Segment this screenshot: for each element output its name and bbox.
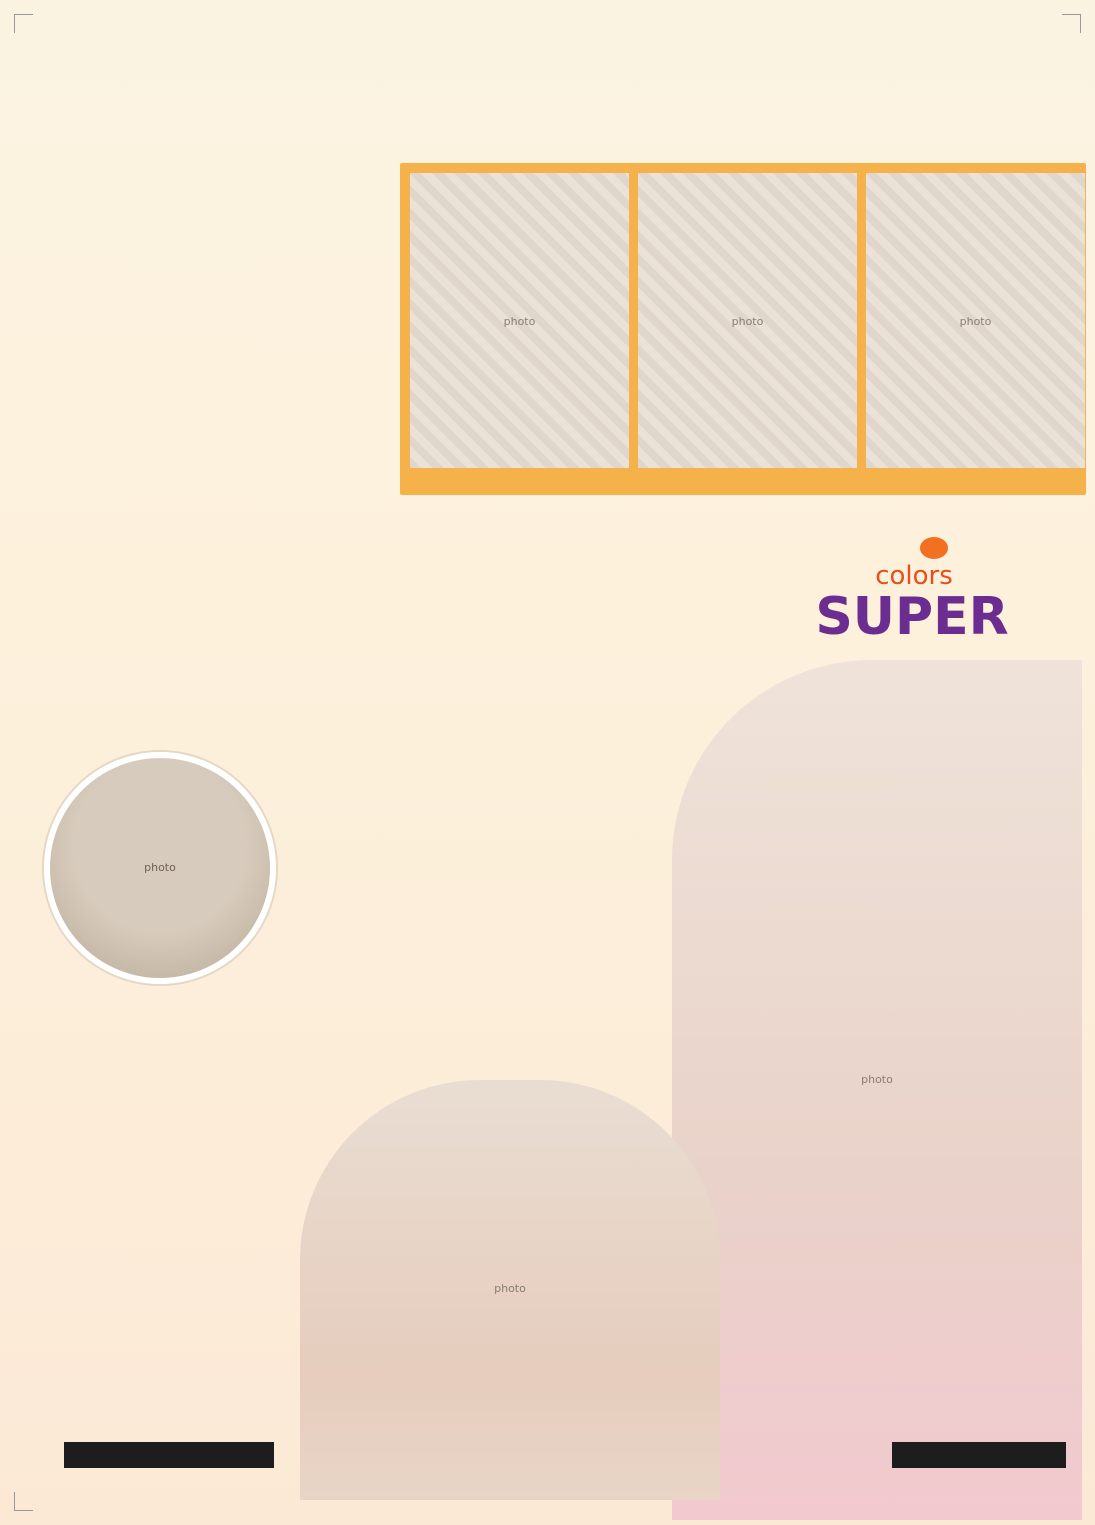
photo-right <box>866 173 1085 468</box>
crop-mark-top-left <box>14 14 33 33</box>
headline <box>64 68 1034 152</box>
logo-wordmark-bottom: SUPER <box>815 587 1009 647</box>
mother-daughter-photo <box>300 1080 720 1500</box>
photo-caption-bar-left <box>64 1442 274 1468</box>
photo-strip <box>400 163 1086 495</box>
drop-cap <box>64 160 108 216</box>
photo-left <box>410 173 629 468</box>
crop-mark-bottom-left <box>14 1492 33 1511</box>
photo-middle <box>638 173 857 468</box>
guest-portrait-photo <box>44 752 276 984</box>
article-column-bottom-left <box>116 1066 286 1426</box>
article-column-left <box>116 206 386 682</box>
logo-wordmark-top: colors <box>875 561 953 591</box>
photo-caption-bar-right <box>892 1442 1066 1468</box>
article-intro <box>116 160 386 206</box>
logo-mark-icon <box>920 537 948 559</box>
lead-actress-photo <box>672 660 1082 1520</box>
crop-mark-top-right <box>1062 14 1081 33</box>
colors-super-logo <box>812 528 1012 648</box>
